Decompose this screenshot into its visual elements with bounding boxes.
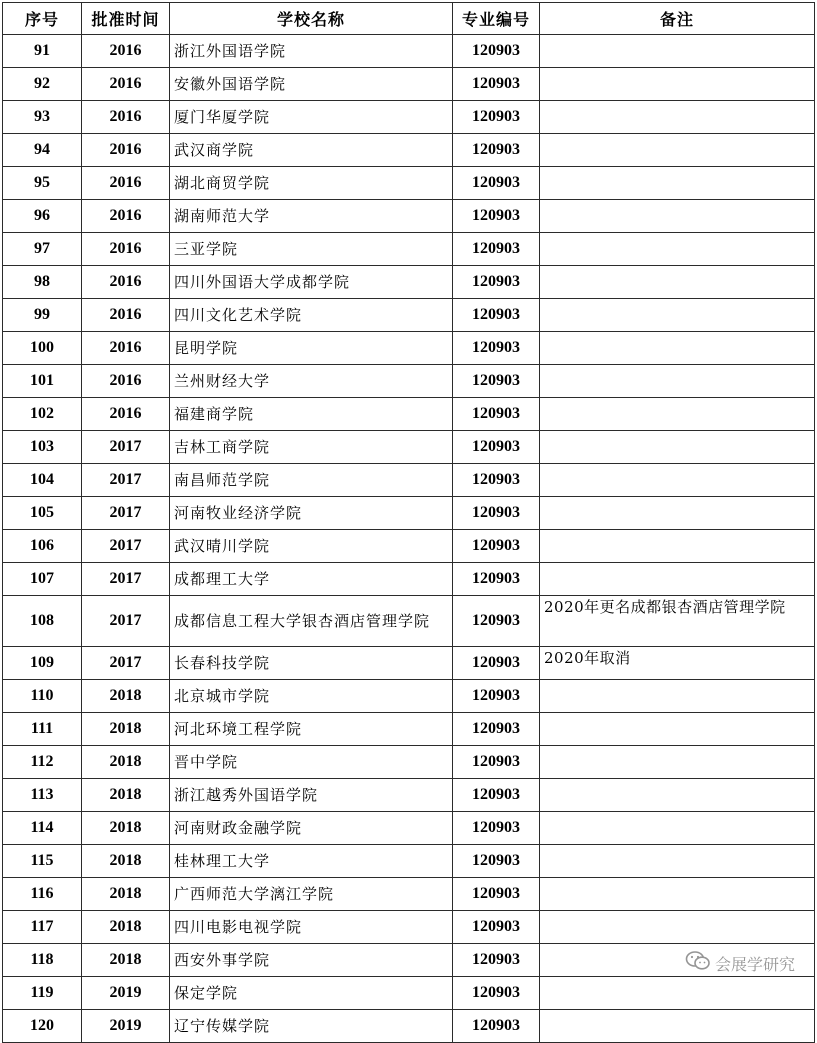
cell-approval-year: 2017 <box>82 464 170 497</box>
table-row <box>3 464 815 497</box>
header-school-name: 学校名称 <box>170 3 453 35</box>
watermark <box>685 950 795 976</box>
cell-major-code: 120903 <box>453 779 540 812</box>
cell-major-code: 120903 <box>453 596 540 647</box>
cell-school-name: 成都理工大学 <box>170 563 453 596</box>
cell-approval-year: 2016 <box>82 332 170 365</box>
cell-serial: 97 <box>3 233 82 266</box>
cell-serial: 98 <box>3 266 82 299</box>
table-row <box>3 911 815 944</box>
cell-major-code: 120903 <box>453 845 540 878</box>
cell-serial: 117 <box>3 911 82 944</box>
cell-serial: 91 <box>3 35 82 68</box>
cell-remarks: 2020年取消 <box>540 647 815 680</box>
cell-remarks <box>540 299 815 332</box>
cell-school-name: 广西师范大学漓江学院 <box>170 878 453 911</box>
cell-major-code: 120903 <box>453 812 540 845</box>
cell-approval-year: 2018 <box>82 812 170 845</box>
table-row <box>3 68 815 101</box>
cell-remarks <box>540 233 815 266</box>
cell-approval-year: 2019 <box>82 1010 170 1043</box>
cell-approval-year: 2016 <box>82 365 170 398</box>
cell-school-name: 长春科技学院 <box>170 647 453 680</box>
cell-major-code: 120903 <box>453 134 540 167</box>
cell-school-name: 四川文化艺术学院 <box>170 299 453 332</box>
cell-approval-year: 2016 <box>82 101 170 134</box>
cell-approval-year: 2018 <box>82 713 170 746</box>
cell-major-code: 120903 <box>453 398 540 431</box>
cell-remarks <box>540 911 815 944</box>
cell-major-code: 120903 <box>453 101 540 134</box>
cell-approval-year: 2016 <box>82 134 170 167</box>
cell-remarks: 2020年更名成都银杏酒店管理学院 <box>540 596 815 647</box>
cell-serial: 116 <box>3 878 82 911</box>
cell-remarks <box>540 134 815 167</box>
cell-approval-year: 2016 <box>82 266 170 299</box>
cell-serial: 105 <box>3 497 82 530</box>
cell-serial: 99 <box>3 299 82 332</box>
cell-remarks <box>540 977 815 1010</box>
cell-school-name: 河南财政金融学院 <box>170 812 453 845</box>
cell-major-code: 120903 <box>453 299 540 332</box>
cell-major-code: 120903 <box>453 746 540 779</box>
cell-major-code: 120903 <box>453 35 540 68</box>
cell-school-name: 河北环境工程学院 <box>170 713 453 746</box>
cell-school-name: 四川电影电视学院 <box>170 911 453 944</box>
cell-remarks <box>540 746 815 779</box>
table-row <box>3 200 815 233</box>
cell-serial: 93 <box>3 101 82 134</box>
table-row <box>3 596 815 647</box>
cell-major-code: 120903 <box>453 530 540 563</box>
cell-school-name: 三亚学院 <box>170 233 453 266</box>
cell-remarks <box>540 812 815 845</box>
cell-school-name: 浙江越秀外国语学院 <box>170 779 453 812</box>
cell-remarks <box>540 878 815 911</box>
cell-remarks <box>540 680 815 713</box>
table-row <box>3 563 815 596</box>
cell-remarks <box>540 845 815 878</box>
cell-major-code: 120903 <box>453 68 540 101</box>
cell-remarks <box>540 398 815 431</box>
cell-school-name: 福建商学院 <box>170 398 453 431</box>
table-row <box>3 365 815 398</box>
table-row <box>3 713 815 746</box>
cell-school-name: 桂林理工大学 <box>170 845 453 878</box>
wechat-icon <box>685 950 711 976</box>
cell-approval-year: 2018 <box>82 944 170 977</box>
cell-remarks <box>540 530 815 563</box>
cell-serial: 95 <box>3 167 82 200</box>
cell-serial: 102 <box>3 398 82 431</box>
cell-approval-year: 2016 <box>82 233 170 266</box>
cell-major-code: 120903 <box>453 944 540 977</box>
cell-school-name: 武汉晴川学院 <box>170 530 453 563</box>
cell-remarks <box>540 35 815 68</box>
cell-serial: 103 <box>3 431 82 464</box>
cell-serial: 94 <box>3 134 82 167</box>
cell-serial: 120 <box>3 1010 82 1043</box>
cell-major-code: 120903 <box>453 167 540 200</box>
table-row <box>3 431 815 464</box>
cell-approval-year: 2017 <box>82 647 170 680</box>
cell-school-name: 北京城市学院 <box>170 680 453 713</box>
cell-major-code: 120903 <box>453 266 540 299</box>
cell-approval-year: 2017 <box>82 563 170 596</box>
cell-school-name: 兰州财经大学 <box>170 365 453 398</box>
cell-school-name: 南昌师范学院 <box>170 464 453 497</box>
cell-serial: 106 <box>3 530 82 563</box>
table-row <box>3 266 815 299</box>
cell-major-code: 120903 <box>453 365 540 398</box>
cell-approval-year: 2018 <box>82 680 170 713</box>
table-row <box>3 746 815 779</box>
table-row <box>3 1010 815 1043</box>
cell-major-code: 120903 <box>453 680 540 713</box>
cell-school-name: 晋中学院 <box>170 746 453 779</box>
cell-approval-year: 2016 <box>82 68 170 101</box>
cell-remarks <box>540 713 815 746</box>
cell-serial: 118 <box>3 944 82 977</box>
cell-school-name: 昆明学院 <box>170 332 453 365</box>
header-row <box>3 3 815 35</box>
cell-major-code: 120903 <box>453 332 540 365</box>
cell-approval-year: 2018 <box>82 911 170 944</box>
cell-serial: 100 <box>3 332 82 365</box>
table-row <box>3 878 815 911</box>
cell-major-code: 120903 <box>453 647 540 680</box>
cell-approval-year: 2019 <box>82 977 170 1010</box>
table-row <box>3 647 815 680</box>
cell-serial: 101 <box>3 365 82 398</box>
cell-approval-year: 2016 <box>82 299 170 332</box>
cell-remarks <box>540 497 815 530</box>
table-row <box>3 845 815 878</box>
table-row <box>3 530 815 563</box>
cell-approval-year: 2016 <box>82 35 170 68</box>
cell-serial: 104 <box>3 464 82 497</box>
cell-major-code: 120903 <box>453 977 540 1010</box>
cell-school-name: 保定学院 <box>170 977 453 1010</box>
cell-approval-year: 2016 <box>82 398 170 431</box>
cell-serial: 113 <box>3 779 82 812</box>
cell-approval-year: 2018 <box>82 878 170 911</box>
watermark-text: 会展学研究 <box>714 954 795 974</box>
table-row <box>3 779 815 812</box>
table-row <box>3 299 815 332</box>
table-row <box>3 35 815 68</box>
header-approval-year: 批准时间 <box>82 3 170 35</box>
table-row <box>3 233 815 266</box>
cell-serial: 108 <box>3 596 82 647</box>
cell-major-code: 120903 <box>453 911 540 944</box>
cell-major-code: 120903 <box>453 878 540 911</box>
cell-approval-year: 2017 <box>82 596 170 647</box>
table-row <box>3 398 815 431</box>
table-row <box>3 497 815 530</box>
cell-serial: 111 <box>3 713 82 746</box>
cell-remarks <box>540 332 815 365</box>
cell-approval-year: 2016 <box>82 167 170 200</box>
table-row <box>3 134 815 167</box>
cell-major-code: 120903 <box>453 233 540 266</box>
cell-approval-year: 2017 <box>82 530 170 563</box>
cell-remarks <box>540 431 815 464</box>
cell-school-name: 湖南师范大学 <box>170 200 453 233</box>
cell-remarks <box>540 200 815 233</box>
cell-serial: 107 <box>3 563 82 596</box>
cell-remarks <box>540 101 815 134</box>
cell-major-code: 120903 <box>453 464 540 497</box>
cell-school-name: 武汉商学院 <box>170 134 453 167</box>
cell-school-name: 厦门华厦学院 <box>170 101 453 134</box>
cell-serial: 112 <box>3 746 82 779</box>
cell-remarks <box>540 563 815 596</box>
cell-school-name: 安徽外国语学院 <box>170 68 453 101</box>
table-row <box>3 680 815 713</box>
cell-major-code: 120903 <box>453 563 540 596</box>
cell-school-name: 湖北商贸学院 <box>170 167 453 200</box>
cell-major-code: 120903 <box>453 431 540 464</box>
cell-approval-year: 2017 <box>82 497 170 530</box>
cell-major-code: 120903 <box>453 713 540 746</box>
cell-remarks <box>540 464 815 497</box>
table-row <box>3 812 815 845</box>
header-major-code: 专业编号 <box>453 3 540 35</box>
cell-major-code: 120903 <box>453 497 540 530</box>
cell-school-name: 河南牧业经济学院 <box>170 497 453 530</box>
cell-approval-year: 2017 <box>82 431 170 464</box>
cell-approval-year: 2018 <box>82 746 170 779</box>
cell-serial: 96 <box>3 200 82 233</box>
cell-remarks <box>540 167 815 200</box>
school-list-table <box>2 2 815 1043</box>
cell-remarks <box>540 68 815 101</box>
cell-school-name: 吉林工商学院 <box>170 431 453 464</box>
cell-approval-year: 2016 <box>82 200 170 233</box>
cell-remarks <box>540 779 815 812</box>
cell-school-name: 四川外国语大学成都学院 <box>170 266 453 299</box>
header-remarks: 备注 <box>540 3 815 35</box>
cell-approval-year: 2018 <box>82 779 170 812</box>
cell-school-name: 成都信息工程大学银杏酒店管理学院 <box>170 596 453 647</box>
cell-serial: 92 <box>3 68 82 101</box>
table-row <box>3 332 815 365</box>
cell-major-code: 120903 <box>453 200 540 233</box>
cell-serial: 110 <box>3 680 82 713</box>
cell-remarks <box>540 266 815 299</box>
cell-serial: 114 <box>3 812 82 845</box>
cell-school-name: 西安外事学院 <box>170 944 453 977</box>
cell-serial: 115 <box>3 845 82 878</box>
header-serial: 序号 <box>3 3 82 35</box>
cell-remarks <box>540 365 815 398</box>
cell-remarks <box>540 1010 815 1043</box>
cell-major-code: 120903 <box>453 1010 540 1043</box>
table-row <box>3 977 815 1010</box>
cell-school-name: 浙江外国语学院 <box>170 35 453 68</box>
cell-serial: 109 <box>3 647 82 680</box>
cell-serial: 119 <box>3 977 82 1010</box>
cell-approval-year: 2018 <box>82 845 170 878</box>
table-row <box>3 167 815 200</box>
cell-school-name: 辽宁传媒学院 <box>170 1010 453 1043</box>
table-row <box>3 101 815 134</box>
